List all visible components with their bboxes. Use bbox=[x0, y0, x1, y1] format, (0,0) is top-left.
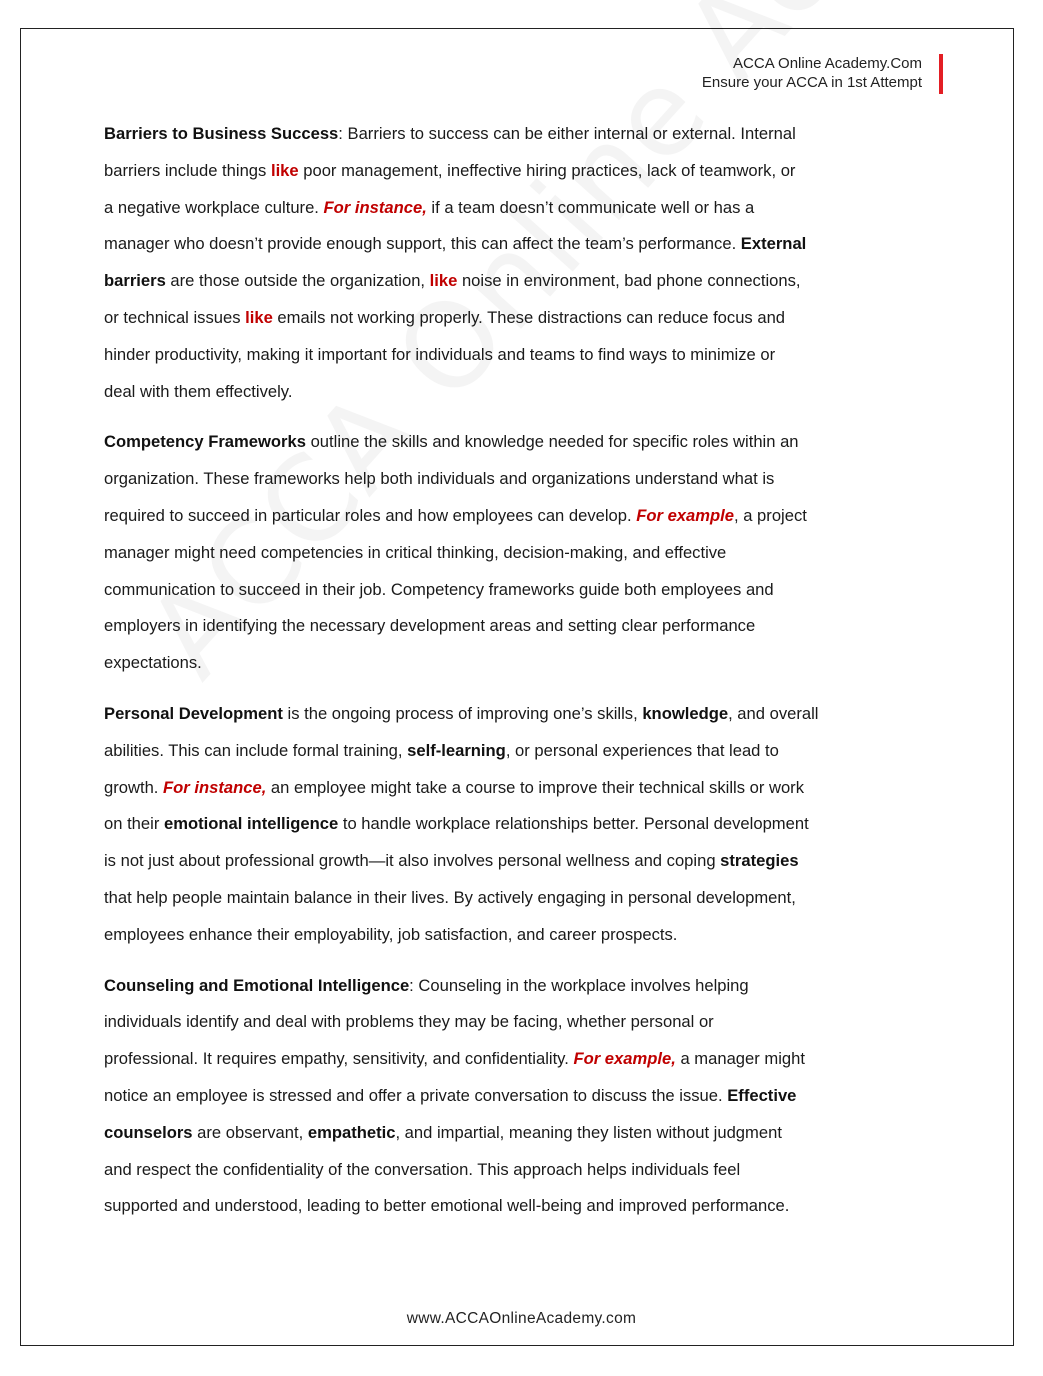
text-run: , and overall bbox=[728, 703, 819, 723]
text-run: communication to succeed in their job. Competency frameworks guide both employees and bbox=[104, 579, 774, 599]
bold-term: self-learning bbox=[407, 740, 506, 760]
paragraph-barriers bbox=[104, 116, 932, 410]
text-run: a negative workplace culture. bbox=[104, 197, 324, 217]
example-marker: For instance, bbox=[163, 777, 267, 797]
paragraph-counseling bbox=[104, 968, 932, 1226]
text-run: on their bbox=[104, 814, 164, 834]
text-run: abilities. This can include formal training, bbox=[104, 740, 408, 760]
bold-term: empathetic bbox=[307, 1122, 396, 1142]
text-run: organization. These frameworks help both individuals and organizations understand what is bbox=[104, 469, 775, 489]
example-marker: For example, bbox=[573, 1049, 676, 1069]
page-header bbox=[702, 54, 931, 92]
text-run: noise in environment, bad phone connections, bbox=[457, 271, 801, 291]
text-line bbox=[104, 1004, 932, 1041]
text-line bbox=[104, 300, 932, 337]
footer-url: www.ACCAOnlineAcademy.com bbox=[406, 1310, 637, 1327]
text-run: , or personal experiences that lead to bbox=[505, 740, 779, 760]
text-line bbox=[104, 968, 932, 1005]
text-line bbox=[104, 424, 932, 461]
text-run: required to succeed in particular roles and how employees can develop. bbox=[104, 505, 637, 525]
text-run: poor management, ineffective hiring practices, lack of teamwork, or bbox=[298, 160, 796, 180]
text-line bbox=[104, 498, 932, 535]
header-accent-bar bbox=[939, 54, 943, 94]
text-line bbox=[104, 696, 932, 733]
text-run: if a team doesn’t communicate well or has a bbox=[426, 197, 755, 217]
highlight-keyword: like bbox=[270, 160, 299, 180]
bold-term: Personal Development bbox=[104, 703, 283, 723]
bold-term: Barriers to Business Success bbox=[104, 124, 339, 143]
text-line bbox=[104, 337, 932, 374]
text-line bbox=[104, 535, 932, 572]
header-tagline: Ensure your ACCA in 1st Attempt bbox=[701, 74, 922, 91]
text-line bbox=[104, 880, 932, 917]
example-marker: For example bbox=[636, 505, 734, 525]
text-run: is the ongoing process of improving one’s skills, bbox=[282, 703, 643, 723]
text-line bbox=[104, 1152, 932, 1189]
bold-term: barriers bbox=[104, 271, 166, 291]
text-line bbox=[104, 263, 932, 300]
bold-term: knowledge bbox=[642, 703, 729, 723]
text-run: growth. bbox=[104, 777, 164, 797]
text-run: expectations. bbox=[104, 653, 202, 673]
text-run: employers in identifying the necessary development areas and setting clear performance bbox=[104, 616, 756, 636]
text-run: notice an employee is stressed and offer a private conversation to discuss the issue. bbox=[104, 1085, 728, 1105]
highlight-keyword: like bbox=[429, 271, 458, 291]
text-line bbox=[104, 1078, 932, 1115]
text-line bbox=[104, 770, 932, 807]
text-line bbox=[104, 153, 932, 190]
text-run: : Counseling in the workplace involves helping bbox=[409, 975, 749, 995]
text-run: and respect the confidentiality of the conversation. This approach helps individuals feel bbox=[104, 1159, 741, 1179]
text-run: an employee might take a course to improve their technical skills or work bbox=[266, 777, 804, 797]
example-marker: For instance, bbox=[323, 197, 427, 217]
text-run: professional. It requires empathy, sensitivity, and confidentiality. bbox=[104, 1049, 574, 1069]
text-line bbox=[104, 374, 932, 411]
text-line bbox=[104, 461, 932, 498]
text-run: , and impartial, meaning they listen without judgment bbox=[395, 1122, 782, 1142]
text-run: individuals identify and deal with problems they may be facing, whether personal or bbox=[104, 1012, 714, 1032]
header-site-name: ACCA Online Academy.Com bbox=[733, 55, 922, 72]
bold-term: Counseling and Emotional Intelligence bbox=[104, 975, 410, 995]
text-line bbox=[104, 226, 932, 263]
document-body bbox=[104, 116, 932, 1239]
bold-term: strategies bbox=[720, 851, 799, 871]
text-line bbox=[104, 1041, 932, 1078]
text-run: : Barriers to success can be either internal or external. Internal bbox=[338, 124, 796, 143]
text-run: outline the skills and knowledge needed for specific roles within an bbox=[305, 432, 799, 452]
highlight-keyword: like bbox=[245, 307, 273, 327]
text-run: is not just about professional growth—it also involves personal wellness and coping bbox=[104, 851, 721, 871]
text-run: are observant, bbox=[192, 1122, 308, 1142]
text-line bbox=[104, 806, 932, 843]
bold-term: emotional intelligence bbox=[163, 814, 339, 834]
paragraph-competency-frameworks bbox=[104, 424, 932, 682]
bold-term: Effective bbox=[727, 1085, 797, 1105]
text-line bbox=[104, 116, 932, 153]
bold-term: counselors bbox=[104, 1122, 193, 1142]
text-line bbox=[104, 917, 932, 954]
text-run: to handle workplace relationships better. Personal development bbox=[338, 814, 809, 834]
text-run: a manager might bbox=[675, 1049, 805, 1069]
text-run: or technical issues bbox=[104, 307, 246, 327]
text-line bbox=[104, 1188, 932, 1225]
bold-term: Competency Frameworks bbox=[104, 432, 306, 452]
text-run: manager might need competencies in critical thinking, decision-making, and effective bbox=[104, 542, 727, 562]
text-run: emails not working properly. These distractions can reduce focus and bbox=[272, 307, 786, 327]
text-run: manager who doesn’t provide enough support, this can affect the team’s performance. bbox=[104, 234, 741, 254]
text-line bbox=[104, 608, 932, 645]
text-line bbox=[104, 645, 932, 682]
paragraph-personal-development bbox=[104, 696, 932, 954]
text-line bbox=[104, 1115, 932, 1152]
text-run: that help people maintain balance in their lives. By actively engaging in personal development, bbox=[104, 887, 796, 907]
text-run: supported and understood, leading to better emotional well-being and improved performance. bbox=[104, 1196, 790, 1216]
text-run: barriers include things bbox=[104, 160, 271, 180]
text-line bbox=[104, 190, 932, 227]
text-run: are those outside the organization, bbox=[165, 271, 430, 291]
bold-term: External bbox=[740, 234, 807, 254]
text-line bbox=[104, 572, 932, 609]
text-line bbox=[104, 843, 932, 880]
text-run: deal with them effectively. bbox=[104, 381, 293, 401]
text-run: , a project bbox=[734, 505, 807, 525]
text-run: hinder productivity, making it important for individuals and teams to find ways to minimize or bbox=[104, 344, 776, 364]
text-run: employees enhance their employability, job satisfaction, and career prospects. bbox=[104, 924, 678, 944]
text-line bbox=[104, 733, 932, 770]
